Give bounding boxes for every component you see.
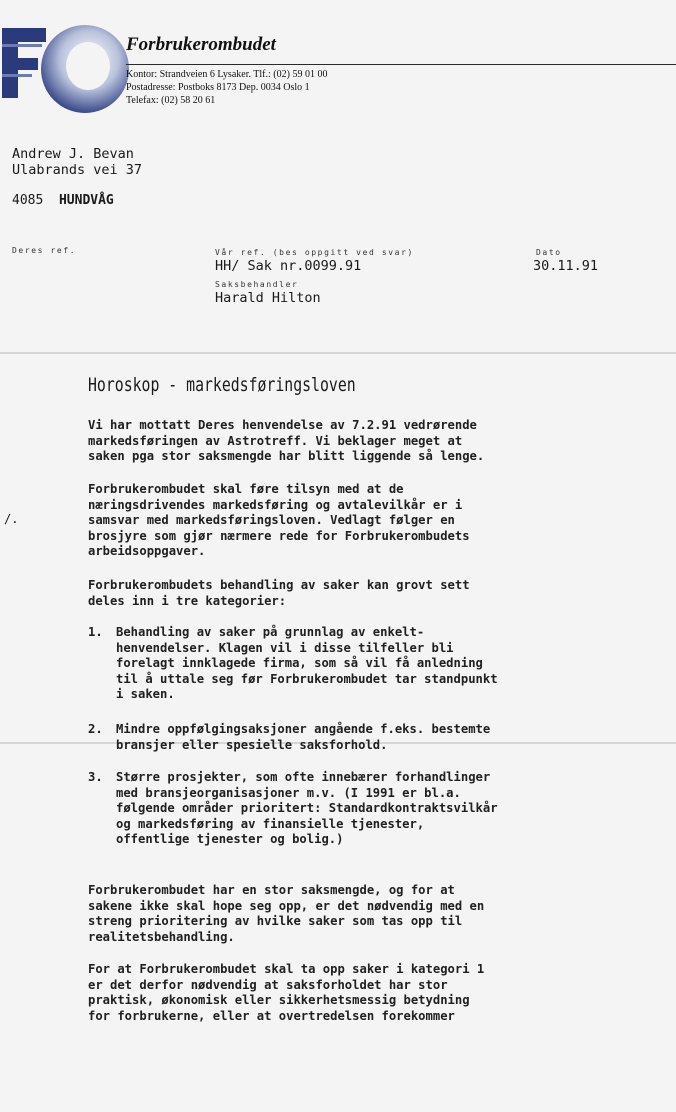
paragraph-5: For at Forbrukerombudet skal ta opp saker i kategori 1 er det derfor nødvendig at saksforholdet har stor praktisk, økonomisk eller sikkerhetsmessig betydning for forbrukerne, eller at overtredelsen forekommer	[88, 962, 485, 1023]
letter-subject: Horoskop - markedsføringsloven	[88, 374, 356, 396]
date-value: 30.11.91	[533, 258, 599, 274]
case-officer-value: Harald Hilton	[215, 290, 321, 306]
postal-address: Postadresse: Postboks 8173 Dep. 0034 Oslo 1	[126, 82, 310, 93]
contact-block	[126, 68, 327, 107]
recipient-address	[12, 146, 142, 178]
category-number: 3.	[88, 770, 103, 784]
office-address: Kontor: Strandveien 6 Lysaker. Tlf.: (02) 59 01 00	[126, 69, 328, 80]
category-text: Større prosjekter, som ofte innebærer forhandlinger med bransjeorganisasjoner m.v. (I 1991 er bl.a. følgende områder prioritert: Standardkontraktsvilkår og markedsføring av finansielle tjenester, offentlige tjenester og bolig.)	[116, 770, 498, 847]
fax-number: Telefax: (02) 58 20 61	[126, 95, 216, 106]
category-number: 2.	[88, 722, 103, 736]
paper-fold-line	[0, 352, 676, 354]
organization-name: Forbrukerombudet	[126, 34, 276, 55]
recipient-postal	[12, 193, 114, 208]
case-officer-label: Saksbehandler	[215, 280, 299, 289]
category-number: 1.	[88, 625, 103, 639]
paragraph-1: Vi har mottatt Deres henvendelse av 7.2.91 vedrørende markedsføringen av Astrotreff. Vi beklager meget at saken pga stor saksmengde har blitt liggende så lenge.	[88, 418, 485, 464]
paragraph-3: Forbrukerombudets behandling av saker kan grovt sett deles inn i tre kategorier:	[88, 578, 470, 608]
paragraph-2: Forbrukerombudet skal føre tilsyn med at de næringsdrivendes markedsføring og avtalevilkår er i samsvar med markedsføringsloven. Vedlagt følger en brosjyre som gjør nærmere rede for Forbrukerombudets arbeidsoppgaver.	[88, 482, 470, 559]
letterhead-rule	[126, 64, 676, 65]
recipient-name: Andrew J. Bevan	[12, 146, 134, 162]
your-ref-label: Deres ref.	[12, 246, 77, 255]
fo-logo-icon	[0, 14, 130, 124]
recipient-city: HUNDVÅG	[58, 193, 114, 208]
category-text: Behandling av saker på grunnlag av enkelt- henvendelser. Klagen vil i disse tilfeller bli forelagt innklagede firma, som så vil få anledning til å uttale seg før Forbrukerombudet tar standpunkt i saken.	[116, 625, 498, 702]
recipient-street: Ulabrands vei 37	[12, 162, 143, 178]
our-ref-label: Vår ref. (bes oppgitt ved svar)	[215, 248, 414, 257]
category-text: Mindre oppfølgingsaksjoner angående f.eks. bestemte bransjer eller spesielle saksforhold.	[116, 722, 491, 752]
margin-mark: /.	[4, 512, 19, 526]
our-ref-value: HH/ Sak nr.0099.91	[215, 258, 362, 274]
paragraph-4: Forbrukerombudet har en stor saksmengde, og for at sakene ikke skal hope seg opp, er det nødvendig med en streng prioritering av hvilke saker som tas opp til realitetsbehandling.	[88, 883, 485, 944]
recipient-postcode: 4085	[12, 193, 44, 208]
date-label: Dato	[536, 248, 562, 257]
